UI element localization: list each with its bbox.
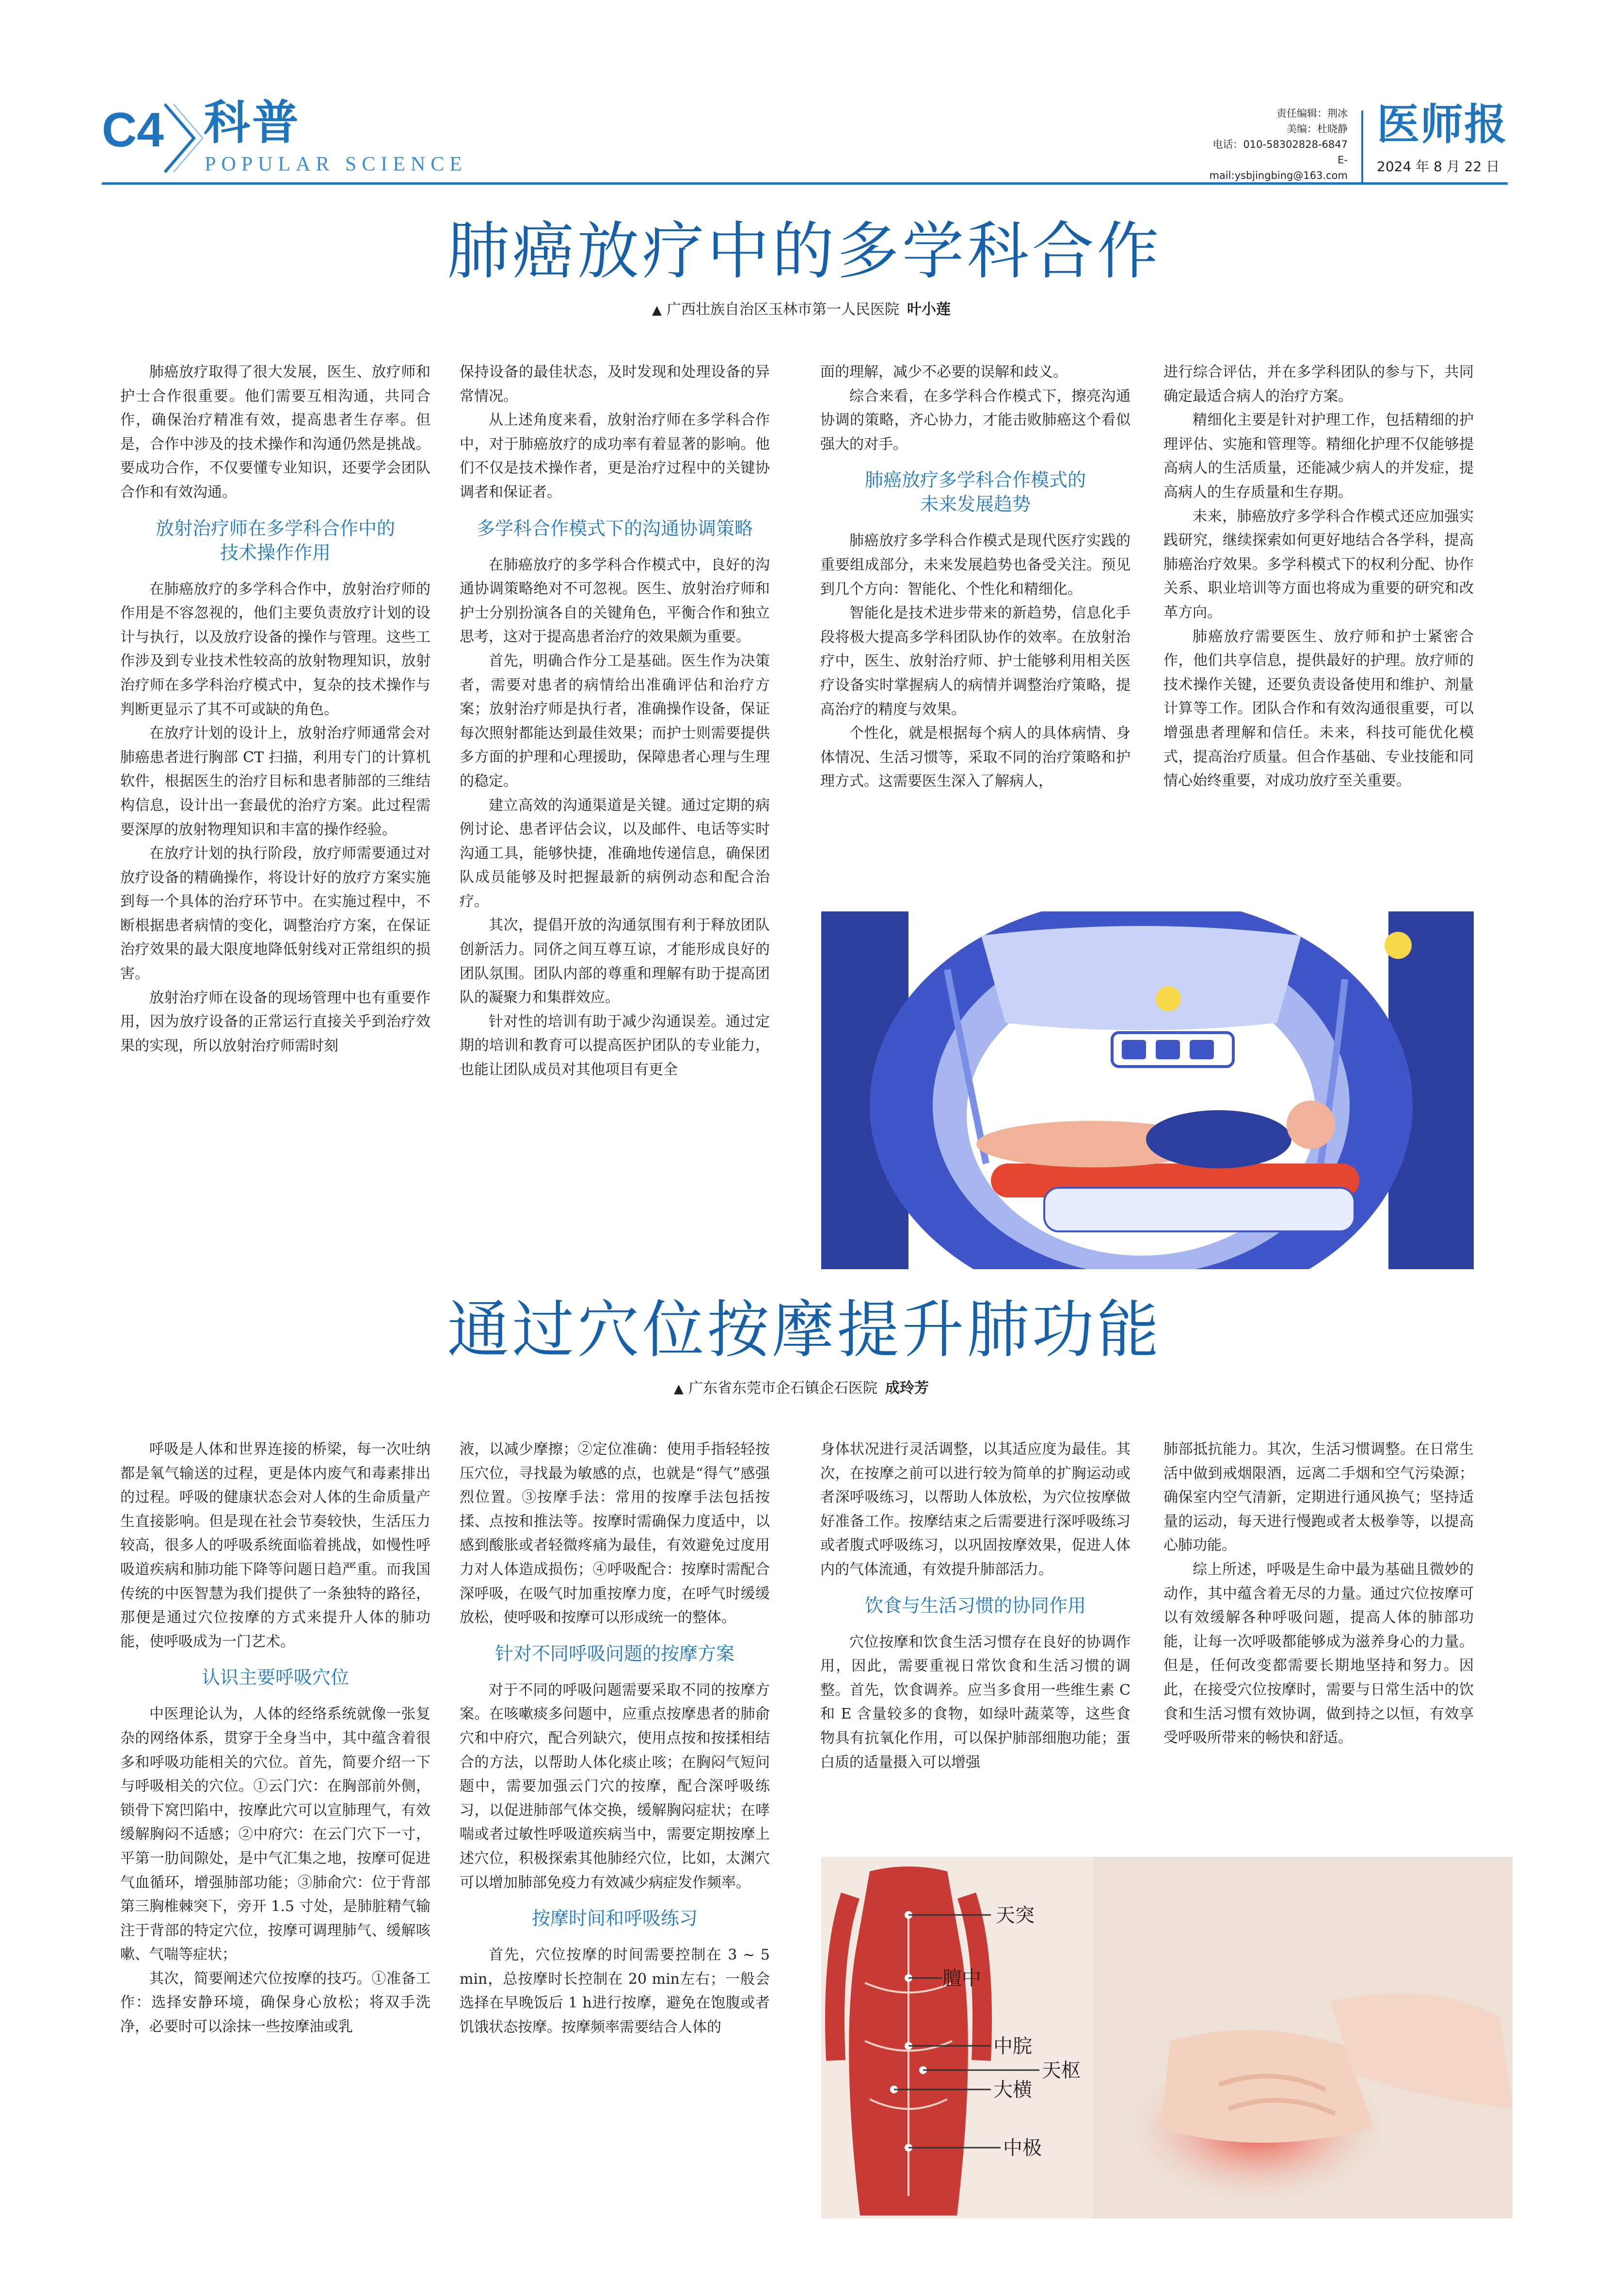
credit-line: 责任编辑：荆冰 [1276, 108, 1348, 119]
paragraph: 肺癌放疗取得了很大发展，医生、放疗师和护士合作很重要。他们需要互相沟通，共同合作，确保治疗精准有效，提高患者生存率。但是，合作中涉及的技术操作和沟通仍然是挑战。要成功合作，不仅要懂专业知识，还要学会团队合作和有效沟通。 [120, 364, 430, 501]
article1-affiliation: 广西壮族自治区玉林市第一人民医院 [667, 301, 899, 318]
section-title: 科普 [204, 96, 301, 150]
article1-title: 肺癌放疗中的多学科合作 [447, 215, 1162, 287]
paragraph: 智能化是技术进步带来的新趋势，信息化手段将极大提高多学科团队协作的效率。在放射治疗中，医生、放射治疗师、护士能够利用相关医疗设备实时掌握病人的病情并调整治疗策略，提高治疗的精度与效果。 [820, 605, 1131, 718]
paragraph: 保持设备的最佳状态，及时发现和处理设备的异常情况。 [460, 364, 770, 405]
paragraph: 中医理论认为，人体的经络系统就像一张复杂的网络体系，贯穿于全身当中，其中蕴含着很多和呼吸功能相关的穴位。首先，简要介绍一下与呼吸相关的穴位。①云门穴：在胸部前外侧，锁骨下窝凹陷中，按摩此穴可以宣肺理气，有效缓解胸闷不适感；②中府穴：在云门穴下一寸，平第一肋间隙处，是中气汇集之地，按摩可促进气血循环，增强肺部功能；③肺俞穴：位于背部第三胸椎棘突下，旁开 1.5 寸处，是肺脏精气输注于背部的特定穴位，按摩可调理肺气、缓解咳嗽、气喘等症状； [120, 1706, 430, 1963]
paragraph: 肺部抵抗能力。其次，生活习惯调整。在日常生活中做到戒烟限酒，远离二手烟和空气污染源；确保室内空气清新，定期进行通风换气；坚持适量的运动，每天进行慢跑或者太极拳等，以提高心肺功能。 [1163, 1441, 1474, 1554]
paragraph: 放射治疗师在设备的现场管理中也有重要作用，因为放疗设备的正常运行直接关乎到治疗效果的实现，所以放射治疗师需时刻 [120, 989, 430, 1054]
paragraph: 建立高效的沟通渠道是关键。通过定期的病例讨论、患者评估会议，以及邮件、电话等实时沟通工具，能够快捷，准确地传递信息，确保团队成员能够及时把握最新的病例动态和配合治疗。 [460, 797, 770, 910]
paragraph: 在肺癌放疗的多学科合作模式中，良好的沟通协调策略绝对不可忽视。医生、放射治疗师和护士分别扮演各自的关键角色，平衡合作和独立思考，这对于提高患者治疗的效果颇为重要。 [460, 556, 770, 646]
acupoint-label: 大横 [993, 2079, 1032, 2101]
chevron-right-icon [160, 99, 204, 177]
paragraph: 面的理解，减少不必要的误解和歧义。 [820, 364, 1067, 381]
triangle-icon: ▲ [652, 303, 662, 318]
article1-subheading-2: 多学科合作模式下的沟通协调策略 [476, 517, 753, 539]
article2-affiliation: 广东省东莞市企石镇企石医院 [688, 1380, 877, 1397]
radiotherapy-illustration [821, 911, 1474, 1269]
editor-credits [1202, 106, 1348, 183]
paragraph: 个性化，就是根据每个病人的具体病情、身体情况、生活习惯等，采取不同的治疗策略和护理方式。这需要医生深入了解病人， [820, 725, 1131, 790]
header-rule [102, 182, 1508, 185]
paragraph: 其次，简要阐述穴位按摩的技巧。①准备工作：选择安静环境，确保身心放松；将双手洗净，必要时可以涂抹一些按摩油或乳 [120, 1970, 430, 2036]
radiation-icon [1385, 932, 1412, 959]
credit-line: 美编：杜晓静 [1287, 123, 1348, 135]
paragraph: 从上述角度来看，放射治疗师在多学科合作中，对于肺癌放疗的成功率有着显著的影响。他们不仅是技术操作者，更是治疗过程中的关键协调者和保证者。 [460, 412, 770, 501]
paragraph: 肺癌放疗需要医生、放疗师和护士紧密合作，他们共享信息，提供最好的护理。放疗师的技术操作关键，还要负责设备使用和维护、剂量计算等工作。团队合作和有效沟通很重要，可以增强患者理解和信任。未来，科技可能优化模式，提高治疗质量。但合作基础、专业技能和同情心始终重要，对成功放疗至关重要。 [1163, 628, 1474, 790]
article2-column-2 [460, 1437, 770, 2039]
acupoint-label: 天突 [996, 1904, 1035, 1927]
paragraph: 对于不同的呼吸问题需要采取不同的按摩方案。在咳嗽痰多问题中，应重点按摩患者的肺俞穴和中府穴，配合列缺穴，使用点按和按揉相结合的方法，以帮助人体化痰止咳；在胸闷气短问题中，需要加强云门穴的按摩，配合深呼吸练习，以促进肺部气体交换，缓解胸闷症状；在哮喘或者过敏性呼吸道疾病当中，需要定期按摩上述穴位，积极探索其他肺经穴位，比如，太渊穴可以增加肺部免疫力有效减少病症发作频率。 [460, 1681, 770, 1891]
radiation-icon [1156, 986, 1181, 1011]
article2-author: 成玲芳 [885, 1380, 929, 1397]
paragraph: 进行综合评估，并在多学科团队的参与下，共同确定最适合病人的治疗方案。 [1163, 364, 1474, 405]
paragraph: 液，以减少摩擦；②定位准确：使用手指轻轻按压穴位，寻找最为敏感的点，也就是“得气”感强烈位置。③按摩手法：常用的按摩手法包括按揉、点按和推法等。按摩时需确保力度适中，以感到酸胀或者轻微疼痛为最佳，有效避免过度用力对人体造成损伤；④呼吸配合：按摩时需配合深呼吸，在吸气时加重按摩力度，在呼气时缓缓放松，使呼吸和按摩可以形成统一的整体。 [460, 1441, 770, 1626]
paragraph: 呼吸是人体和世界连接的桥梁，每一次吐纳都是氧气输送的过程，更是体内废气和毒素排出的过程。呼吸的健康状态会对人体的生命质量产生直接影响。但是现在社会节奏较快，生活压力较高，很多人的呼吸系统面临着挑战，如慢性呼吸道疾病和肺功能下降等问题日趋严重。而我国传统的中医智慧为我们提供了一条独特的路径，那便是通过穴位按摩的方式来提升人体的肺功能，使呼吸成为一门艺术。 [120, 1441, 430, 1650]
paragraph: 在肺癌放疗的多学科合作中，放射治疗师的作用是不容忽视的，他们主要负责放疗计划的设计与执行，以及放疗设备的操作与管理。这些工作涉及到专业技术性较高的放射物理知识，放射治疗师在多学科治疗模式中，复杂的技术操作与判断更显示了其不可或缺的角色。 [120, 580, 430, 718]
acupoint-label: 膻中 [942, 1967, 981, 1990]
masthead-divider [1361, 111, 1363, 183]
article2-title: 通过穴位按摩提升肺功能 [447, 1294, 1162, 1366]
article1-column-1 [120, 360, 430, 1058]
acupoint-massage-illustration [821, 1857, 1513, 2218]
article2-subheading-2: 针对不同呼吸问题的按摩方案 [494, 1642, 734, 1664]
article2-subheading-1: 认识主要呼吸穴位 [201, 1667, 349, 1689]
paragraph: 针对性的培训有助于减少沟通误差。通过定期的培训和教育可以提高医护团队的专业能力，也能让团队成员对其他项目有更全 [460, 1013, 770, 1079]
article1-byline [652, 297, 951, 319]
article2-column-4 [1163, 1437, 1474, 1750]
paragraph: 在放疗计划的设计上，放射治疗师通常会对肺癌患者进行胸部 CT 扫描，利用专门的计算机软件，根据医生的治疗目标和患者肺部的三维结构信息，设计出一套最优的治疗方案。此过程需要深厚的放射物理知识和丰富的操作经验。 [120, 725, 430, 838]
article1-column-2 [460, 360, 770, 1082]
acupoint-label: 中脘 [993, 2035, 1032, 2057]
credit-line: 电话：010-58302828-6847 [1212, 139, 1348, 150]
paragraph: 穴位按摩和饮食生活习惯存在良好的协调作用，因此，需要重视日常饮食和生活习惯的调整。首先，饮食调养。应当多食用一些维生素 C 和 E 含量较多的食物，如绿叶蔬菜等，这些食物具有抗氧化作用，可以保护肺部细胞功能；蛋白质的适量摄入可以增强 [820, 1633, 1131, 1771]
section-subtitle: POPULAR SCIENCE [205, 153, 467, 175]
article2-column-1 [120, 1437, 430, 2039]
article1-subheading-1: 放射治疗师在多学科合作中的 技术操作作用 [155, 517, 395, 563]
paragraph: 肺癌放疗多学科合作模式是现代医疗实践的重要组成部分，未来发展趋势也备受关注。预见到几个方向：智能化、个性化和精细化。 [820, 532, 1131, 598]
paragraph: 身体状况进行灵活调整，以其适应度为最佳。其次，在按摩之前可以进行较为简单的扩胸运动或者深呼吸练习，以帮助人体放松，为穴位按摩做好准备工作。按摩结束之后需要进行深呼吸练习或者腹式呼吸练习，以巩固按摩效果，促进人体内的气体流通，有效提升肺部活力。 [820, 1441, 1131, 1578]
article1-subheading-3: 肺癌放疗多学科合作模式的 未来发展趋势 [864, 469, 1086, 515]
acupoint-label: 天枢 [1042, 2059, 1081, 2082]
article2-byline [674, 1376, 929, 1397]
newspaper-logo: 医师报 [1377, 99, 1508, 149]
triangle-icon: ▲ [674, 1382, 684, 1396]
paragraph: 首先，明确合作分工是基础。医生作为决策者，需要对患者的病情给出准确评估和治疗方案；放射治疗师是执行者，准确操作设备，保证每次照射都能达到最佳效果；而护士则需要提供多方面的护理和心理援助，保障患者心理与生理的稳定。 [460, 652, 770, 790]
paragraph: 其次，提倡开放的沟通氛围有利于释放团队创新活力。同侪之间互尊互谅，才能形成良好的团队氛围。团队内部的尊重和理解有助于提高团队的凝聚力和集群效应。 [460, 917, 770, 1006]
credit-line: E-mail:ysbjingbing@163.com [1209, 154, 1348, 181]
paragraph: 在放疗计划的执行阶段，放疗师需要通过对放疗设备的精确操作，将设计好的放疗方案实施到每一个具体的治疗环节中。在实施过程中，不断根据患者病情的变化，调整治疗方案，在保证治疗效果的最大限度地降低射线对正常组织的损害。 [120, 845, 430, 983]
article1-column-4 [1163, 360, 1474, 793]
page-number: C4 [102, 103, 164, 157]
article2-subheading-4: 饮食与生活习惯的协同作用 [864, 1594, 1086, 1616]
issue-date: 2024 年 8 月 22 日 [1377, 159, 1500, 175]
paragraph: 综合来看，在多学科合作模式下，擦亮沟通协调的策略，齐心协力，才能击败肺癌这个看似强大的对手。 [820, 387, 1131, 453]
paragraph: 精细化主要是针对护理工作，包括精细的护理评估、实施和管理等。精细化护理不仅能够提高病人的生活质量，还能减少病人的并发症，提高病人的生存质量和生存期。 [1163, 412, 1474, 501]
article2-column-3 [820, 1437, 1131, 1774]
paragraph: 未来，肺癌放疗多学科合作模式还应加强实践研究，继续探索如何更好地结合各学科，提高肺癌治疗效果。多学科模式下的权利分配、协作关系、职业培训等方面也将成为重要的研究和改革方向。 [1163, 508, 1474, 621]
article1-author: 叶小莲 [907, 301, 951, 318]
paragraph: 首先，穴位按摩的时间需要控制在 3 ~ 5 min，总按摩时长控制在 20 min左右；一般会选择在早晚饭后 1 h进行按摩，避免在饱腹或者饥饿状态按摩。按摩频率需要结合人体的 [460, 1946, 770, 2036]
article1-column-3 [820, 360, 1131, 794]
article2-subheading-3: 按摩时间和呼吸练习 [531, 1908, 698, 1929]
paragraph: 综上所述，呼吸是生命中最为基础且微妙的动作，其中蕴含着无尽的力量。通过穴位按摩可以有效缓解各种呼吸问题，提高人体的肺部功能，让每一次呼吸都能够成为滋养身心的力量。但是，任何改变都需要长期地坚持和努力。因此，在接受穴位按摩时，需要与日常生活中的饮食和生活习惯有效协调，做到持之以恒，有效享受呼吸所带来的畅快和舒适。 [1163, 1561, 1474, 1747]
acupoint-label: 中极 [1003, 2137, 1042, 2159]
